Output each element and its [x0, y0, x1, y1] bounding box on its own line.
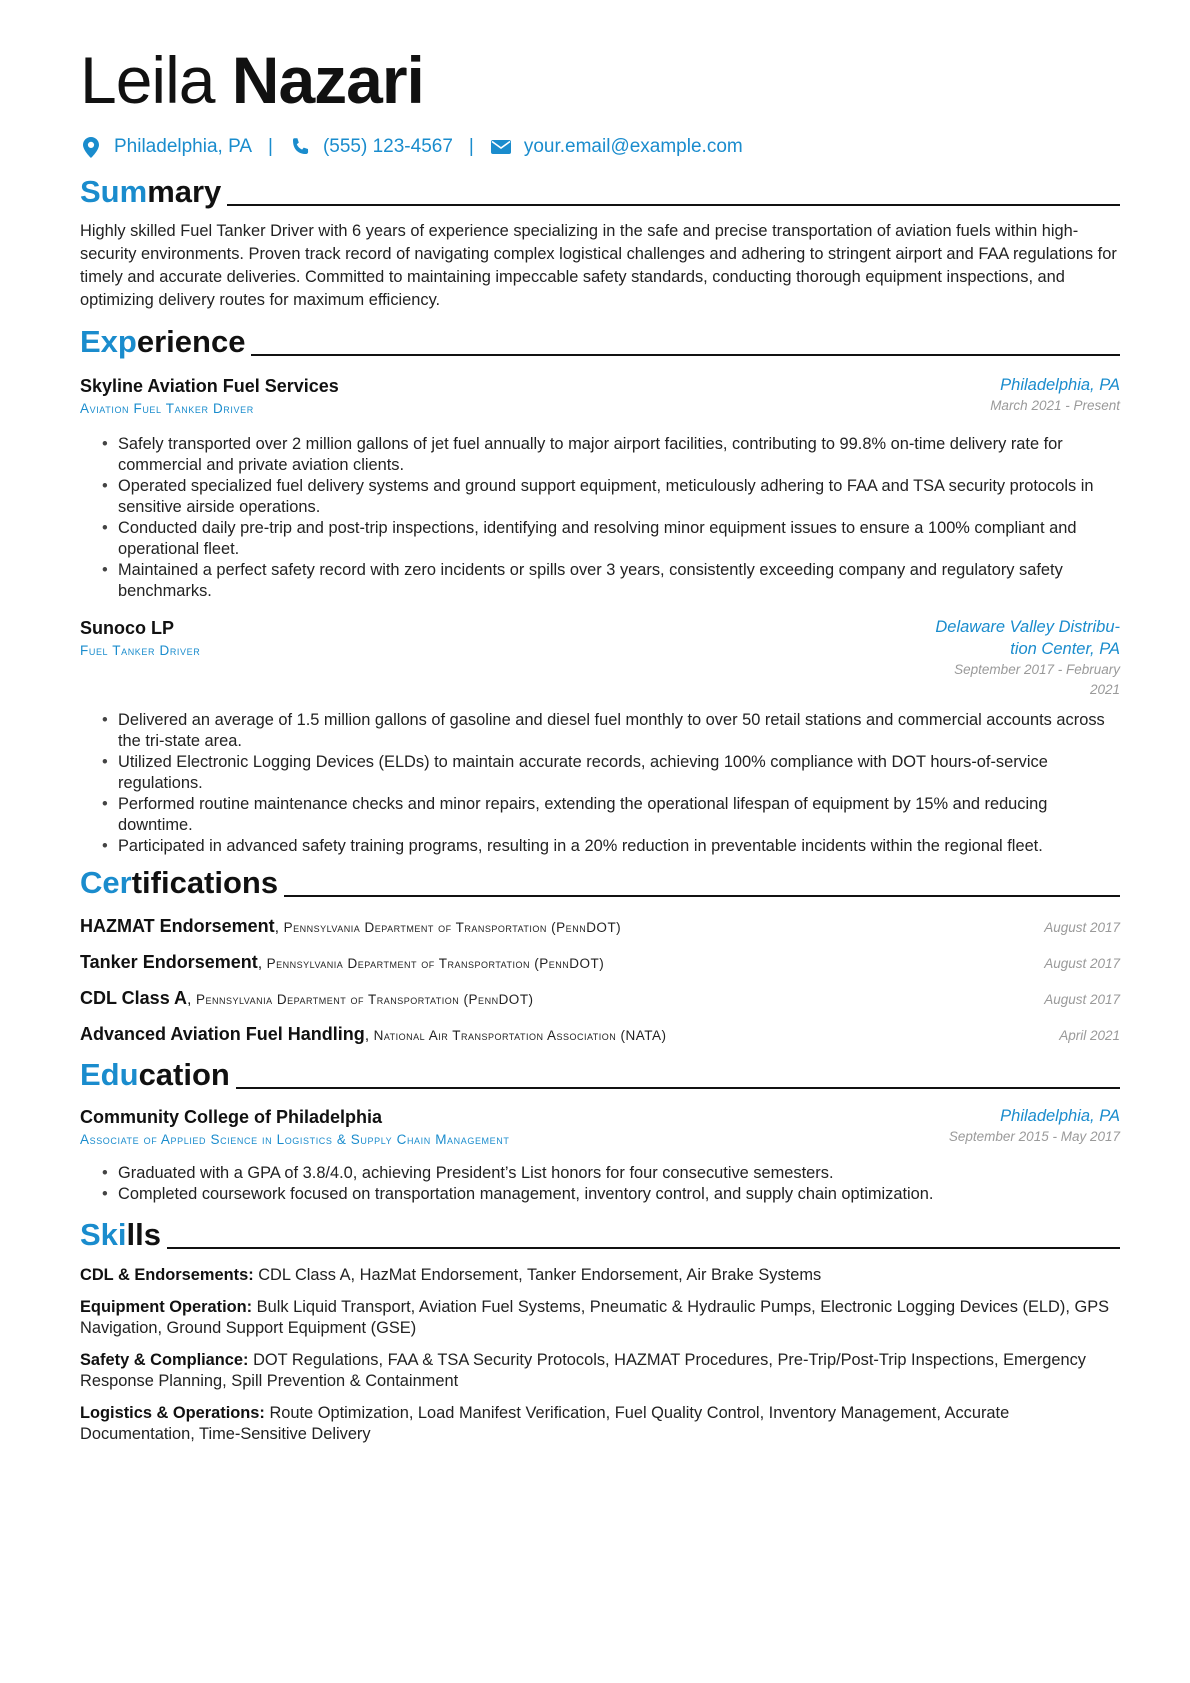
certifications-heading [80, 863, 1120, 903]
certification-row: Tanker Endorsement, Pennsylvania Department of Transportation (PennDOT) August 2017 [80, 951, 1120, 975]
skill-value: DOT Regulations, FAA & TSA Security Protocols, HAZMAT Procedures, Pre-Trip/Post-Trip Inspections, Emergency Response Planning, Spill Prevention & Containment [80, 1350, 1086, 1390]
section-title: Summary [80, 174, 222, 209]
certification-date: April 2021 [1059, 1028, 1120, 1043]
list-item: • Conducted daily pre-trip and post-trip inspections, identifying and resolving minor equipment issues to ensure a 100% compliant and operational fleet. [102, 518, 1120, 560]
certification-row: HAZMAT Endorsement, Pennsylvania Department of Transportation (PennDOT) August 2017 [80, 915, 1120, 939]
experience-entry [80, 616, 1120, 857]
resume-page [80, 40, 1120, 1446]
job-location-line: Delaware Valley Distribu- [935, 618, 1120, 636]
certification-name: CDL Class A [80, 988, 188, 1008]
list-item: • Performed routine maintenance checks and minor repairs, extending the operational lifespan of equipment by 15% and reducing downtime. [102, 794, 1120, 836]
skill-label: Logistics & Operations: [80, 1403, 265, 1422]
certification-issuer: Pennsylvania Department of Transportation (PennDOT) [195, 992, 534, 1007]
section-title: Skills [80, 1217, 161, 1252]
list-item: • Delivered an average of 1.5 million gallons of gasoline and diesel fuel monthly to over 50 retail stations and commercial accounts across the tri-state area. [102, 710, 1120, 752]
skill-row [80, 1297, 1120, 1340]
section-title: Certifications [80, 865, 279, 900]
school-name: Community College of Philadelphia [80, 1107, 383, 1127]
skill-row [80, 1350, 1120, 1393]
location-text: Philadelphia, PA [114, 136, 253, 157]
section-rule [284, 895, 1120, 897]
first-name: Leila [80, 43, 215, 117]
skills-heading [80, 1215, 1120, 1255]
list-item: • Participated in advanced safety training programs, resulting in a 20% reduction in preventable incidents within the regional fleet. [102, 836, 1120, 857]
list-item: • Operated specialized fuel delivery systems and ground support equipment, meticulously adhering to FAA and TSA security protocols in sensitive airside operations. [102, 476, 1120, 518]
section-title: Experience [80, 324, 246, 359]
certification-row: Advanced Aviation Fuel Handling, National Air Transportation Association (NATA) April 2021 [80, 1023, 1120, 1047]
contact-phone[interactable] [289, 136, 453, 158]
map-pin-icon [80, 136, 102, 158]
certification-issuer: Pennsylvania Department of Transportation (PennDOT) [283, 920, 622, 935]
certification-date: August 2017 [1044, 992, 1120, 1007]
skill-row [80, 1403, 1120, 1446]
summary-text: Highly skilled Fuel Tanker Driver with 6 years of experience specializing in the safe and precise transportation of aviation fuels within high-security environments. Proven track record of navigating complex logistical challenges and adhering to stringent airport and FAA regulations for timely and accurate deliveries. Committed to maintaining impeccable safety standards, conducting thorough equipment inspections, and optimizing delivery routes for maximum efficiency. [80, 222, 1117, 309]
certification-issuer: National Air Transportation Association (NATA) [373, 1028, 667, 1043]
phone-text: (555) 123-4567 [322, 136, 453, 157]
job-location: Philadelphia, PA [1000, 376, 1120, 394]
skill-label: CDL & Endorsements: [80, 1266, 254, 1284]
job-dates-line: September 2017 - February [954, 662, 1120, 677]
section-rule [227, 204, 1120, 206]
contact-bar [80, 130, 1120, 164]
section-title: Education [80, 1057, 230, 1092]
bullet-list [80, 710, 1120, 857]
certification-row: CDL Class A, Pennsylvania Department of Transportation (PennDOT) August 2017 [80, 987, 1120, 1011]
job-location-line: tion Center, PA [1010, 640, 1120, 658]
education-heading [80, 1055, 1120, 1095]
job-title: Aviation Fuel Tanker Driver [80, 401, 254, 416]
contact-location [80, 136, 252, 158]
skill-value: CDL Class A, HazMat Endorsement, Tanker Endorsement, Air Brake Systems [258, 1266, 822, 1284]
job-title: Fuel Tanker Driver [80, 643, 201, 658]
company-name: Skyline Aviation Fuel Services [80, 376, 339, 396]
certification-name: Tanker Endorsement [80, 952, 258, 972]
envelope-icon [490, 136, 512, 158]
school-dates: September 2015 - May 2017 [948, 1129, 1120, 1144]
bullet-list [80, 1163, 1120, 1205]
experience-entry [80, 374, 1120, 602]
list-item: • Safely transported over 2 million gallons of jet fuel annually to major airport facilities, contributing to 99.8% on-time delivery rate for commercial and private aviation clients. [102, 434, 1120, 476]
school-location: Philadelphia, PA [1000, 1107, 1120, 1125]
summary-heading [80, 172, 1120, 212]
list-item: • Graduated with a GPA of 3.8/4.0, achieving President’s List honors for four consecutive semesters. [102, 1163, 1120, 1184]
list-item: • Completed coursework focused on transportation management, inventory control, and supply chain optimization. [102, 1184, 1120, 1205]
education-entry [80, 1105, 1120, 1205]
phone-icon [289, 136, 311, 158]
email-link[interactable]: your.email@example.com [523, 136, 743, 157]
skill-label: Safety & Compliance: [80, 1350, 249, 1369]
job-dates: March 2021 - Present [990, 398, 1120, 413]
section-rule [251, 354, 1120, 356]
last-name: Nazari [231, 43, 424, 117]
experience-heading [80, 322, 1120, 362]
company-name: Sunoco LP [80, 618, 174, 638]
contact-separator: | [468, 136, 474, 157]
skill-value: Route Optimization, Load Manifest Verification, Fuel Quality Control, Inventory Management, Accurate Documentation, Time-Sensitive Delivery [80, 1403, 1010, 1443]
list-item: • Maintained a perfect safety record with zero incidents or spills over 3 years, consistently exceeding company and regulatory safety benchmarks. [102, 560, 1120, 602]
bullet-list [80, 434, 1120, 602]
list-item: • Utilized Electronic Logging Devices (ELDs) to maintain accurate records, achieving 100% compliance with DOT hours-of-service regulations. [102, 752, 1120, 794]
skill-value: Bulk Liquid Transport, Aviation Fuel Systems, Pneumatic & Hydraulic Pumps, Electronic Logging Devices (ELD), GPS Navigation, Ground Support Equipment (GSE) [80, 1297, 1110, 1337]
certification-name: HAZMAT Endorsement [80, 916, 275, 936]
skill-label: Equipment Operation: [80, 1297, 253, 1316]
skill-row [80, 1265, 1120, 1287]
section-rule [236, 1087, 1120, 1089]
certification-date: August 2017 [1044, 920, 1120, 935]
section-rule [167, 1247, 1120, 1249]
candidate-name [80, 40, 1120, 120]
certification-issuer: Pennsylvania Department of Transportation (PennDOT) [266, 956, 605, 971]
degree-name: Associate of Applied Science in Logistics & Supply Chain Management [80, 1132, 510, 1147]
certification-name: Advanced Aviation Fuel Handling [80, 1024, 365, 1044]
job-dates-line: 2021 [1089, 682, 1120, 697]
contact-email[interactable] [490, 136, 743, 158]
certification-date: August 2017 [1044, 956, 1120, 971]
contact-separator: | [268, 136, 273, 157]
